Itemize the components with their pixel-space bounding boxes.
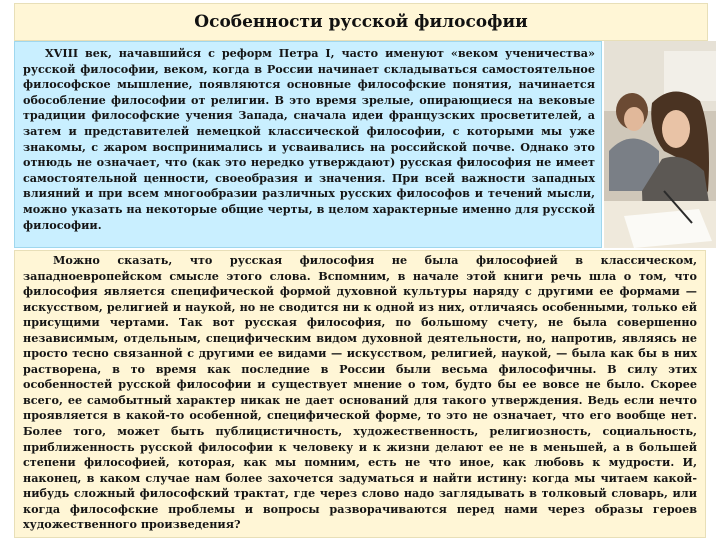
intro-paragraph: XVIII век, начавшийся с реформ Петра I, часто именуют «веком ученичества» русской философии, веком, когда в России начинает складываться самостоятельное философское мышление, появляются основные философские понятия, начинается обособление философии от религии. В это время зрелые, опирающиеся на вековые традиции философские учения Запада, сначала идеи французских просветителей, а затем и представителей немецкой классической философии, с которыми мы уже знакомы, с жаром воспринимались и усваивались на российской почве. Однако это отнюдь не означает, что (как это нередко утверждают) русская философия не имеет самостоятельной ценности, своеобразия и значения. При всей важности западных влияний и при всем многообразии различных русских философов и течений мысли, можно указать на некоторые общие черты, в целом характерные именно для русской философии. bbox=[23, 46, 595, 232]
main-text-box bbox=[14, 250, 706, 538]
title-box bbox=[14, 3, 708, 41]
intro-text-box bbox=[14, 41, 602, 248]
students-illustration bbox=[604, 41, 716, 248]
students-photo bbox=[604, 41, 716, 248]
main-paragraph: Можно сказать, что русская философия не была философией в классическом, западноевропейском смысле этого слова. Вспомним, в начале этой книги речь шла о том, что философия является специфической формой духовной культуры наряду с другими ее формами — искусством, религией и наукой, но не сводится ни к одной из них, отличаясь особенными, только ей присущими чертами. Так вот русская философия, по большому счету, не была совершенно независимым, отдельным, специфическим видом духовной деятельности, но, напротив, являясь не просто тесно связанной с другими ее видами — искусством, религией, наукой, — была как бы в них растворена, в то время как последние в России были весьма философичны. В силу этих особенностей русской философии и существует мнение о том, будто бы ее вовсе не было. Скорее всего, ее самобытный характер никак не дает оснований для такого утверждения. Ведь если нечто проявляется в какой-то особенной, специфической форме, то это не означает, что его вообще нет. Более того, может быть публицистичность, художественность, религиозность, социальность, приближенность русской философии к человеку и к жизни делают ее не в меньшей, а в большей степени философией, которая, как мы помним, есть не что иное, как любовь к мудрости. И, наконец, в каком случае нам более захочется задуматься и найти истину: когда мы читаем какой-нибудь сложный философский трактат, где через слово надо заглядывать в толковый словарь, или когда философские проблемы и вопросы разворачиваются перед нами через образы героев художественного произведения? bbox=[23, 253, 697, 532]
slide-title: Особенности русской философии bbox=[194, 12, 528, 32]
